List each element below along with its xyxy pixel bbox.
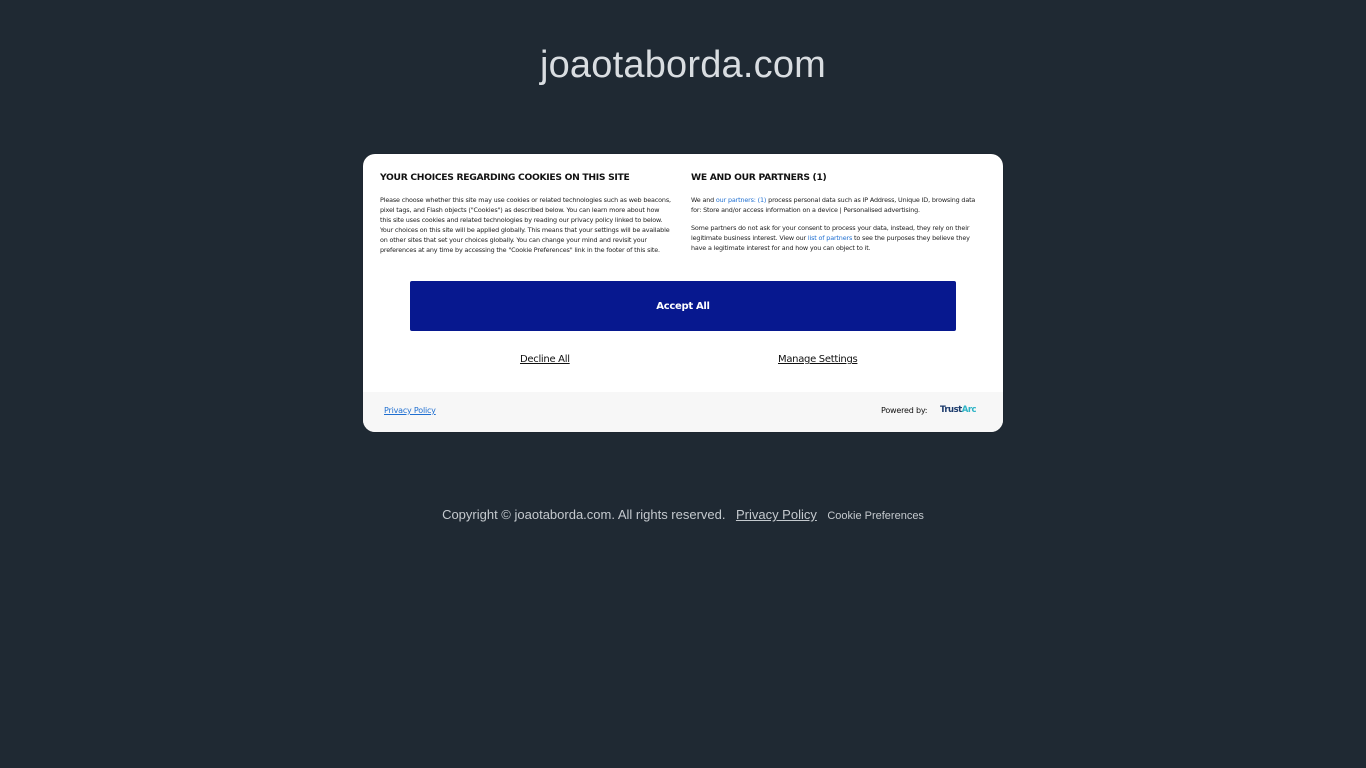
cookie-choices-section [380, 172, 672, 263]
footer-privacy-policy-link[interactable]: Privacy Policy [735, 507, 817, 522]
manage-settings-button[interactable]: Manage Settings [778, 354, 858, 365]
page-footer [0, 506, 1366, 524]
partners-text-2-suffix: to see the purposes they believe they have a legitimate interest for and how you can object to it. [691, 234, 970, 252]
cookie-consent-dialog [363, 154, 1003, 432]
our-partners-link[interactable]: our partners: (1) [715, 196, 767, 204]
partners-text-2-prefix: Some partners do not ask for your consent to process your data, instead, they rely on their legitimate business interest. View our [691, 224, 970, 242]
partners-text-2 [691, 223, 983, 253]
partners-heading: WE AND OUR PARTNERS (1) [691, 172, 827, 183]
list-of-partners-link[interactable]: list of partners [807, 234, 853, 242]
site-title: joaotaborda.com [539, 44, 827, 86]
partners-section [691, 172, 983, 261]
accept-all-button[interactable]: Accept All [410, 281, 956, 331]
trustarc-logo[interactable] [940, 405, 976, 415]
powered-by-label: Powered by: [881, 406, 928, 415]
partners-text-1-suffix: process personal data such as IP Address, Unique ID, browsing data for: Store and/or access information on a device | Personalised advertising. [691, 196, 976, 214]
trustarc-logo-arc: Arc [961, 405, 977, 415]
cookie-choices-text: Please choose whether this site may use cookies or related technologies such as web beacons, pixel tags, and Flash objects ("Cookies") as described below. You can learn more about how this site uses cookies and related technologies by reading our privacy policy linked to below. Your choices on this site will be applied globally. This means that your settings will be available on other sites that set your choices globally. You can change your mind and revisit your preferences at any time by accessing the "Cookie Preferences" link in the footer of this site. [380, 196, 671, 254]
cookie-preferences-link[interactable]: Cookie Preferences [827, 510, 924, 522]
cookie-choices-heading: YOUR CHOICES REGARDING COOKIES ON THIS SITE [380, 172, 630, 183]
trustarc-logo-trust: Trust [940, 405, 962, 415]
consent-footer [363, 392, 1003, 432]
consent-privacy-policy-link[interactable]: Privacy Policy [384, 406, 436, 415]
partners-text-1-prefix: We and [691, 196, 716, 204]
decline-all-button[interactable]: Decline All [520, 354, 570, 365]
partners-text-1 [691, 195, 983, 215]
copyright-text: Copyright © joaotaborda.com. All rights reserved. [442, 507, 726, 522]
